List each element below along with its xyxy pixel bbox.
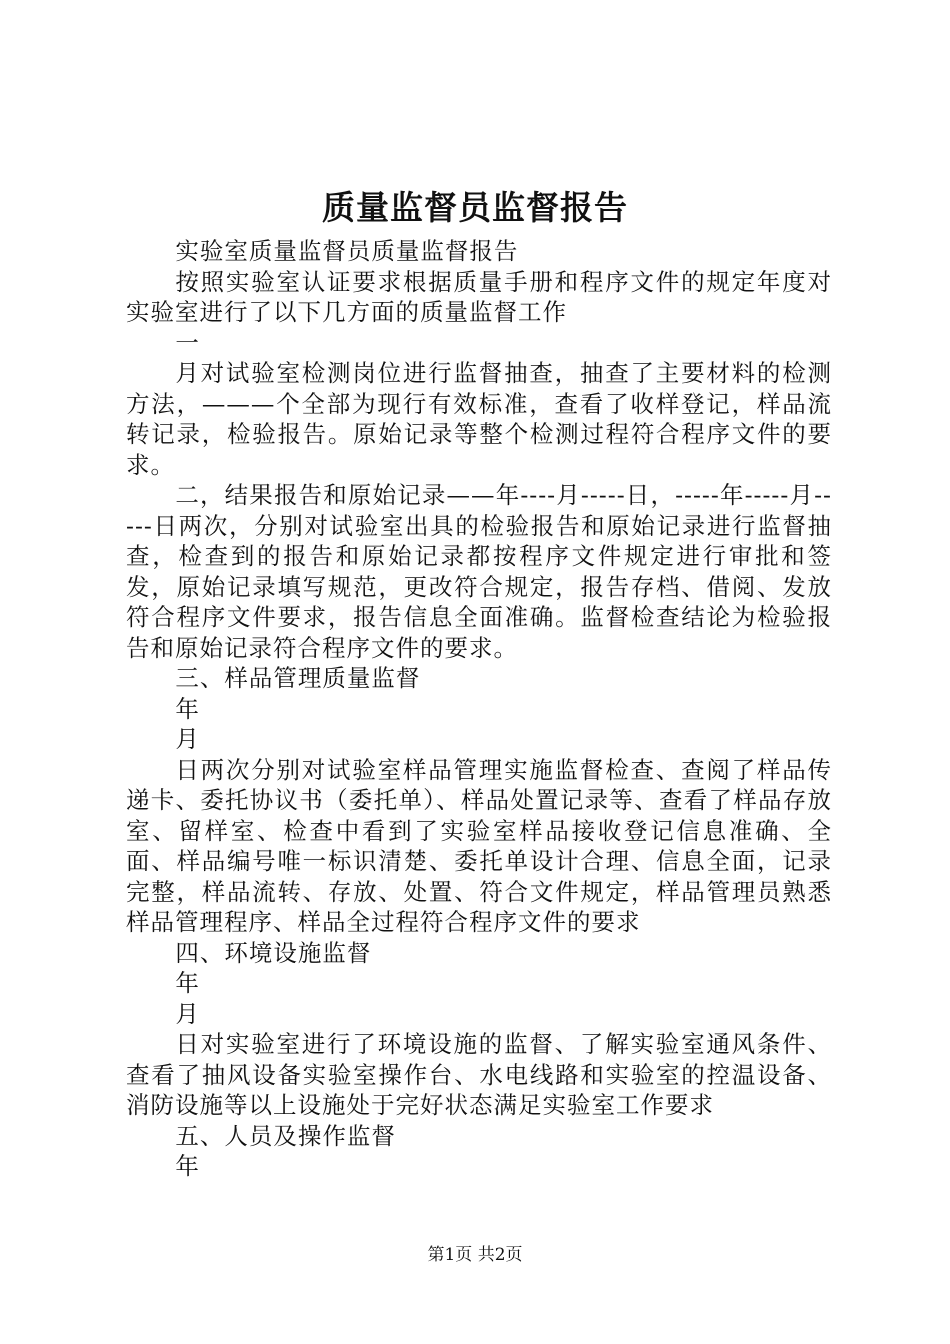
section-four-month: 月 [175,999,200,1028]
paragraph-section-one-number: 一 [175,328,200,357]
paragraph-report-heading: 实验室质量监督员质量监督报告 [175,237,519,265]
section-four-year: 年 [175,969,200,997]
paragraph-section-two: 二，结果报告和原始记录——年----月-----日，-----年-----月-----日两次，分别对试验室出具的检验报告和原始记录进行监督抽查，检查到的报告和原始记录都按程序文件规定进行审批和签发，原始记录填写规范，更改符合规定，报告存档、借阅、发放符合程序文件要求，报告信息全面准确。监督检查结论为检验报告和原始记录符合程序文件的要求。 [126,481,832,662]
document-title: 质量监督员监督报告 [322,188,628,227]
section-four-heading: 四、环境设施监督 [175,938,372,967]
paragraph-section-three-body: 日两次分别对试验室样品管理实施监督检查、查阅了样品传递卡、委托协议书（委托单）、样品处置记录等、查看了样品存放室、留样室、检查中看到了实验室样品接收登记信息准确、全面、样品编号唯一标识清楚、委托单设计合理、信息全面，记录完整，样品流转、存放、处置、符合文件规定，样品管理员熟悉样品管理程序、样品全过程符合程序文件的要求 [126,755,832,936]
section-five-heading: 五、人员及操作监督 [175,1121,396,1150]
page-number-footer: 第1页 共2页 [427,1245,523,1265]
paragraph-section-one-body: 月对试验室检测岗位进行监督抽查，抽查了主要材料的检测方法，———个全部为现行有效标准，查看了收样登记，样品流转记录，检验报告。原始记录等整个检测过程符合程序文件的要求。 [126,359,832,479]
document-body [126,236,832,1182]
section-three-month: 月 [175,725,200,753]
section-three-year: 年 [175,694,200,723]
paragraph-section-four-body: 日对实验室进行了环境设施的监督、了解实验室通风条件、查看了抽风设备实验室操作台、水电线路和实验室的控温设备、消防设施等以上设施处于完好状态满足实验室工作要求 [126,1030,832,1119]
section-three-heading: 三、样品管理质量监督 [175,664,421,692]
section-five-year: 年 [175,1152,200,1180]
paragraph-intro: 按照实验室认证要求根据质量手册和程序文件的规定年度对实验室进行了以下几方面的质量监督工作 [126,267,832,326]
